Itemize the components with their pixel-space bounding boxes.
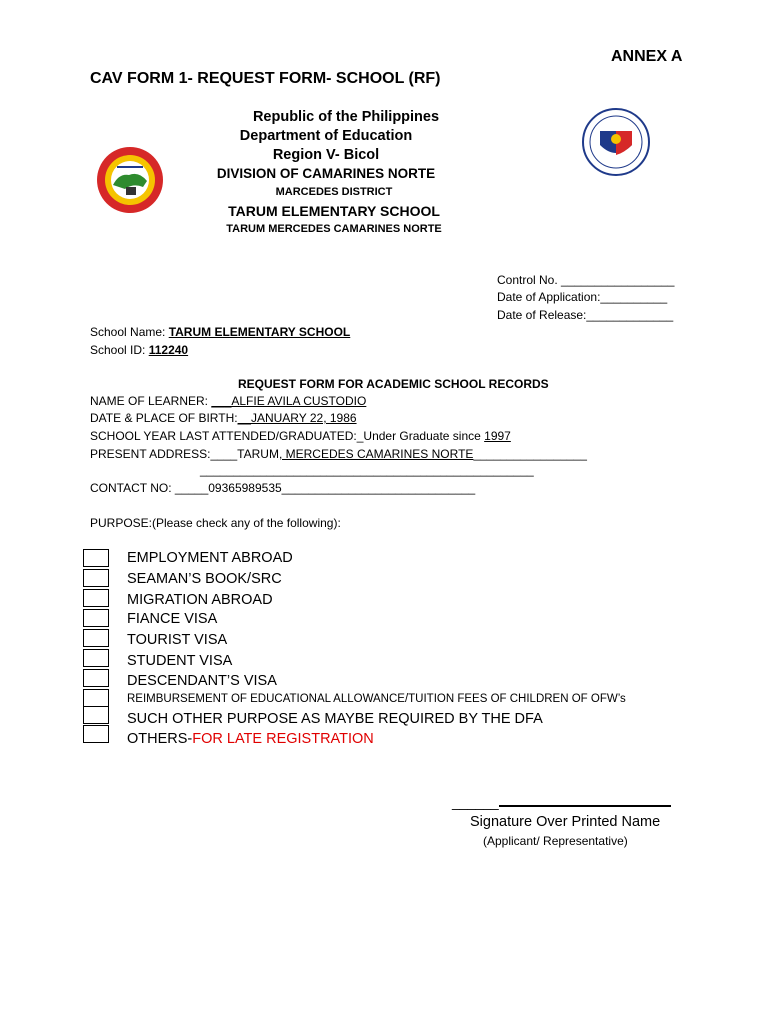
header-address: TARUM MERCEDES CAMARINES NORTE <box>226 223 442 235</box>
annex-label: ANNEX A <box>611 48 683 65</box>
birth-label: DATE & PLACE OF BIRTH: <box>90 411 238 425</box>
school-year-value[interactable]: 1997 <box>484 429 511 443</box>
school-id-value[interactable]: 112240 <box>148 343 189 357</box>
school-id-label: School ID: <box>90 343 149 357</box>
purpose-tourist-visa: TOURIST VISA <box>127 632 228 648</box>
purpose-others-label: OTHERS- <box>127 731 193 747</box>
address-label: PRESENT ADDRESS:____TARUM <box>90 447 279 461</box>
purpose-label: PURPOSE:(Please check any of the following): <box>90 516 341 530</box>
purpose-other-dfa: SUCH OTHER PURPOSE AS MAYBE REQUIRED BY THE DFA <box>127 711 543 727</box>
purpose-others-value[interactable]: FOR LATE REGISTRATION <box>192 731 374 747</box>
division-seal-logo <box>95 145 165 215</box>
learner-name-value[interactable]: ___ALFIE AVILA CUSTODIO <box>211 394 367 408</box>
checkbox-seamans-book[interactable] <box>83 569 109 587</box>
date-of-release-field[interactable]: Date of Release:_____________ <box>497 308 674 322</box>
header-republic: Republic of the Philippines <box>252 109 440 125</box>
address-line-2[interactable]: __________________________________________________ <box>200 463 534 477</box>
header-district: MARCEDES DISTRICT <box>275 186 393 198</box>
learner-name-label: NAME OF LEARNER: <box>90 394 212 408</box>
purpose-student-visa: STUDENT VISA <box>127 653 233 669</box>
control-number-field[interactable]: Control No. _________________ <box>497 273 675 287</box>
date-of-application-field[interactable]: Date of Application:__________ <box>497 290 668 304</box>
signature-label: Signature Over Printed Name <box>470 814 661 830</box>
signature-line[interactable] <box>452 794 671 810</box>
school-year-label: SCHOOL YEAR LAST ATTENDED/GRADUATED:_Under Graduate since <box>90 429 485 443</box>
birth-value[interactable]: __JANUARY 22, 1986 <box>237 411 357 425</box>
signature-sublabel: (Applicant/ Representative) <box>483 834 628 848</box>
checkbox-others[interactable] <box>83 725 109 743</box>
purpose-others-row <box>127 731 374 747</box>
signature-line-prefix: ______ <box>452 794 499 810</box>
purpose-migration-abroad: MIGRATION ABROAD <box>127 592 273 608</box>
header-school: TARUM ELEMENTARY SCHOOL <box>228 203 440 219</box>
address-tail: _________________ <box>473 447 587 461</box>
purpose-seamans-book: SEAMAN’S BOOK/SRC <box>127 571 282 587</box>
checkbox-tourist-visa[interactable] <box>83 629 109 647</box>
purpose-employment-abroad: EMPLOYMENT ABROAD <box>127 550 293 566</box>
header-region: Region V- Bicol <box>272 147 380 163</box>
checkbox-reimbursement[interactable] <box>83 689 109 707</box>
request-form-title: REQUEST FORM FOR ACADEMIC SCHOOL RECORDS <box>238 377 549 391</box>
purpose-reimbursement: REIMBURSEMENT OF EDUCATIONAL ALLOWANCE/TUITION FEES OF CHILDREN OF OFW’s <box>127 693 626 705</box>
address-value[interactable]: , MERCEDES CAMARINES NORTE <box>278 447 474 461</box>
header-division: DIVISION OF CAMARINES NORTE <box>216 166 436 181</box>
purpose-descendants-visa: DESCENDANT’S VISA <box>127 673 277 689</box>
header-department: Department of Education <box>239 128 413 144</box>
checkbox-fiance-visa[interactable] <box>83 609 109 627</box>
checkbox-other-dfa-purpose[interactable] <box>83 706 109 724</box>
school-id-row <box>90 343 188 357</box>
checkbox-migration-abroad[interactable] <box>83 589 109 607</box>
checkbox-employment-abroad[interactable] <box>83 549 109 567</box>
school-year-row <box>90 429 511 443</box>
school-name-row <box>90 325 350 339</box>
learner-name-row <box>90 394 366 408</box>
school-name-label: School Name: <box>90 325 169 339</box>
deped-seal-logo <box>578 107 654 177</box>
contact-row[interactable]: CONTACT NO: _____09365989535_____________________________ <box>90 481 476 495</box>
checkbox-student-visa[interactable] <box>83 649 109 667</box>
address-row <box>90 447 587 461</box>
purpose-fiance-visa: FIANCE VISA <box>127 611 218 627</box>
checkbox-descendants-visa[interactable] <box>83 669 109 687</box>
school-name-value[interactable]: TARUM ELEMENTARY SCHOOL <box>168 325 351 339</box>
form-title: CAV FORM 1- REQUEST FORM- SCHOOL (RF) <box>90 70 441 87</box>
birth-row <box>90 411 357 425</box>
